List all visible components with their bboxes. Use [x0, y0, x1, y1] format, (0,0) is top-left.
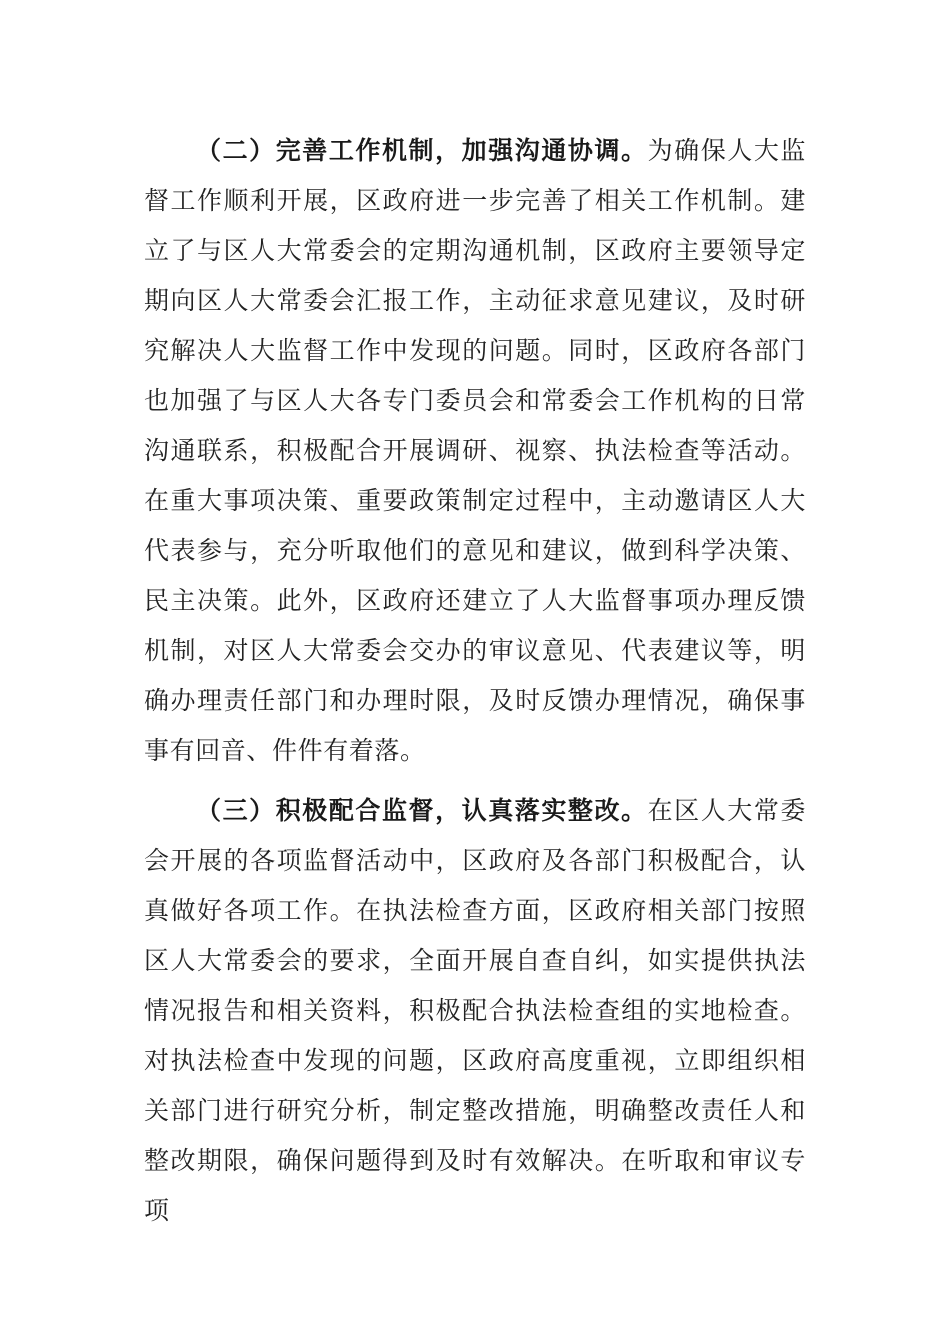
paragraph-section-3	[144, 786, 806, 1236]
section-heading: （二）完善工作机制，加强沟通协调。	[196, 136, 648, 165]
section-body-text: 在区人大常委会开展的各项监督活动中，区政府及各部门积极配合，认真做好各项工作。在执法检查方面，区政府相关部门按照区人大常委会的要求，全面开展自查自纠，如实提供执法情况报告和相关资料，积极配合执法检查组的实地检查。对执法检查中发现的问题，区政府高度重视，立即组织相关部门进行研究分析，制定整改措施，明确整改责任人和整改期限，确保问题得到及时有效解决。在听取和审议专项	[144, 796, 806, 1225]
document-body	[144, 126, 806, 1236]
paragraph-section-2	[144, 126, 806, 776]
section-heading: （三）积极配合监督，认真落实整改。	[196, 796, 648, 825]
section-body-text: 为确保人大监督工作顺利开展，区政府进一步完善了相关工作机制。建立了与区人大常委会的定期沟通机制，区政府主要领导定期向区人大常委会汇报工作，主动征求意见建议，及时研究解决人大监督工作中发现的问题。同时，区政府各部门也加强了与区人大各专门委员会和常委会工作机构的日常沟通联系，积极配合开展调研、视察、执法检查等活动。在重大事项决策、重要政策制定过程中，主动邀请区人大代表参与，充分听取他们的意见和建议，做到科学决策、民主决策。此外，区政府还建立了人大监督事项办理反馈机制，对区人大常委会交办的审议意见、代表建议等，明确办理责任部门和办理时限，及时反馈办理情况，确保事事有回音、件件有着落。	[144, 136, 806, 765]
